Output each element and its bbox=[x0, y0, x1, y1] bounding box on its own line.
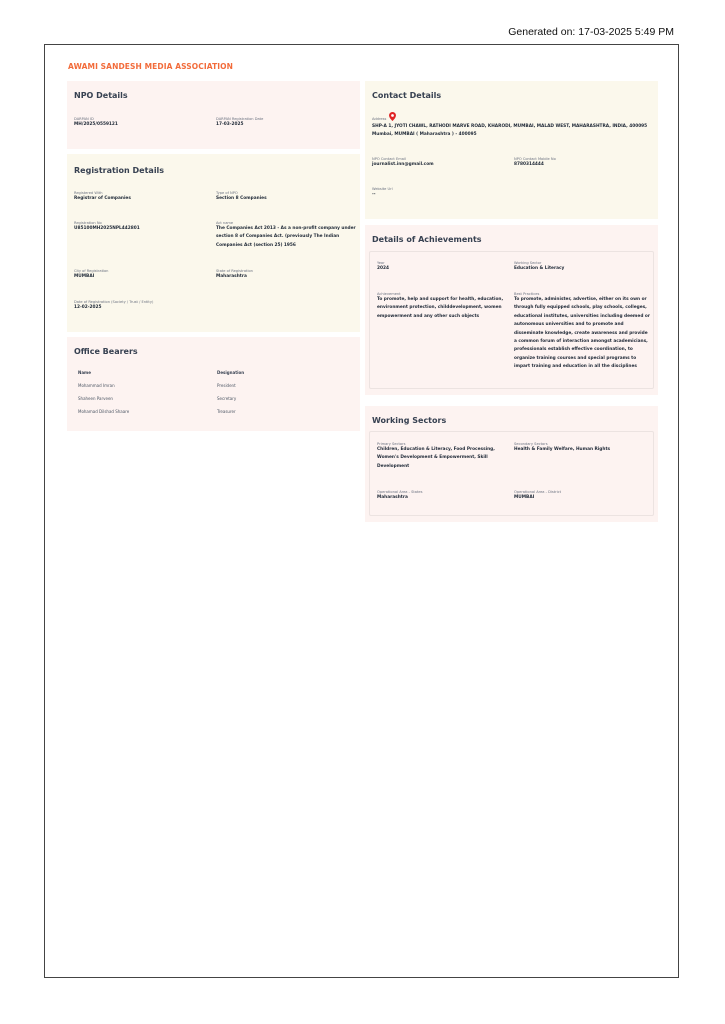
achievement-sector-value: Education & Literacy bbox=[514, 266, 565, 271]
registration-state-label: State of Registration bbox=[216, 269, 253, 273]
contact-email-value: journalist.inn@gmail.com bbox=[372, 162, 434, 167]
best-practices-label: Best Practices bbox=[514, 292, 540, 296]
registration-details-card bbox=[67, 154, 360, 332]
secondary-sectors-label: Secondary Sectors bbox=[514, 442, 548, 446]
address-value: SHP-A 1, JYOTI CHAWL, RATHODI MARVE ROAD, KHARODI, MUMBAI, MALAD WEST, MAHARASHTRA, INDIA, 400095 Mumbai, MUMBAI ( Maharashtra ) - 400095 bbox=[372, 124, 648, 138]
primary-sectors-label: Primary Sectors bbox=[377, 442, 406, 446]
achievements-title: Details of Achievements bbox=[372, 235, 482, 244]
act-name-label: Act name bbox=[216, 221, 234, 225]
bearers-designation-header: Designation bbox=[217, 370, 245, 375]
location-pin-icon bbox=[389, 112, 396, 121]
working-sectors-card bbox=[365, 406, 658, 522]
secondary-sectors-value: Health & Family Welfare, Human Rights bbox=[514, 447, 611, 452]
contact-details-title: Contact Details bbox=[372, 91, 442, 100]
best-practices-value: To promote, administer, advertise, either on its own or through fully equipped schools, play schools, colleges, educational institutes, universities including deemed or autonomous universities and to promote and disseminate knowledge, create awareness and provide a common forum of interaction amongst academicians, professionals establish effective coordination, to organize training courses and special programs to impart training and education in all the disciplines bbox=[514, 297, 650, 370]
registration-details-title: Registration Details bbox=[74, 166, 165, 175]
achievement-value: To promote, help and support for health, education, environment protection, childdevelopment, women empowerment and any other such objects bbox=[377, 297, 504, 319]
registration-date-value: 12-02-2025 bbox=[74, 305, 102, 310]
registered-with-value: Registrar of Companies bbox=[74, 196, 131, 201]
darpan-id-value: MH/2025/0559121 bbox=[74, 122, 118, 127]
registration-city-value: MUMBAI bbox=[74, 274, 95, 279]
darpan-reg-date-label: DARPAN Registration Date bbox=[216, 117, 264, 121]
bearer-designation: Treasurer bbox=[217, 409, 236, 414]
achievement-sector-label: Working Sector bbox=[514, 261, 542, 265]
npo-type-value: Section 8 Companies bbox=[216, 196, 267, 201]
contact-details-card bbox=[365, 81, 658, 219]
achievement-year-value: 2024 bbox=[377, 266, 389, 271]
working-sectors-entry bbox=[369, 431, 654, 516]
bearer-designation: President bbox=[217, 383, 236, 388]
achievement-entry bbox=[369, 251, 654, 389]
website-value: -- bbox=[372, 192, 376, 197]
website-label: Website Url bbox=[372, 187, 393, 191]
npo-details-title: NPO Details bbox=[74, 91, 128, 100]
act-name-value: The Companies Act 2013 - As a non-profit company under section 8 of Companies Act. (previously The Indian Companies Act (section 25) 1956 bbox=[216, 226, 356, 248]
office-bearers-title: Office Bearers bbox=[74, 347, 138, 356]
achievements-card bbox=[365, 225, 658, 395]
registration-no-label: Registration No bbox=[74, 221, 102, 225]
bearer-name: Shaheen Parveen bbox=[78, 396, 113, 401]
registration-state-value: Maharashtra bbox=[216, 274, 247, 279]
operational-district-value: MUMBAI bbox=[514, 495, 535, 500]
contact-mobile-value: 8780314444 bbox=[514, 162, 544, 167]
registration-date-label: Date of Registration (Society / Trust / Entity) bbox=[74, 300, 154, 304]
registered-with-label: Registered With bbox=[74, 191, 103, 195]
npo-type-label: Type of NPO bbox=[216, 191, 238, 195]
primary-sectors-value: Children, Education & Literacy, Food Processing, Women's Development & Empowerment, Skill Development bbox=[377, 447, 495, 469]
office-bearers-card bbox=[67, 337, 360, 431]
achievement-label: Achievement bbox=[377, 292, 401, 296]
bearer-designation: Secretary bbox=[217, 396, 237, 401]
operational-district-label: Operational Area - District bbox=[514, 490, 561, 494]
address-label: Address bbox=[372, 117, 387, 121]
document-frame bbox=[44, 44, 679, 978]
organization-name: AWAMI SANDESH MEDIA ASSOCIATION bbox=[68, 62, 234, 71]
operational-state-value: Maharashtra bbox=[377, 495, 408, 500]
bearer-name: Mohammad Imran bbox=[78, 383, 115, 388]
contact-email-label: NPO Contact Email bbox=[372, 157, 406, 161]
working-sectors-title: Working Sectors bbox=[372, 416, 447, 425]
darpan-id-label: DARPAN ID bbox=[74, 117, 94, 121]
darpan-reg-date-value: 17-03-2025 bbox=[216, 122, 244, 127]
achievement-year-label: Year bbox=[377, 261, 385, 265]
generated-timestamp: Generated on: 17-03-2025 5:49 PM bbox=[508, 26, 674, 38]
bearer-name: Mohamad Dilshad Shaare bbox=[78, 409, 130, 414]
bearers-name-header: Name bbox=[78, 370, 91, 375]
registration-no-value: U85100MH2025NPL442801 bbox=[74, 226, 140, 231]
npo-details-card bbox=[67, 81, 360, 149]
registration-city-label: City of Registration bbox=[74, 269, 109, 273]
contact-mobile-label: NPO Contact Mobile No bbox=[514, 157, 556, 161]
operational-state-label: Operational Area - States bbox=[377, 490, 423, 494]
